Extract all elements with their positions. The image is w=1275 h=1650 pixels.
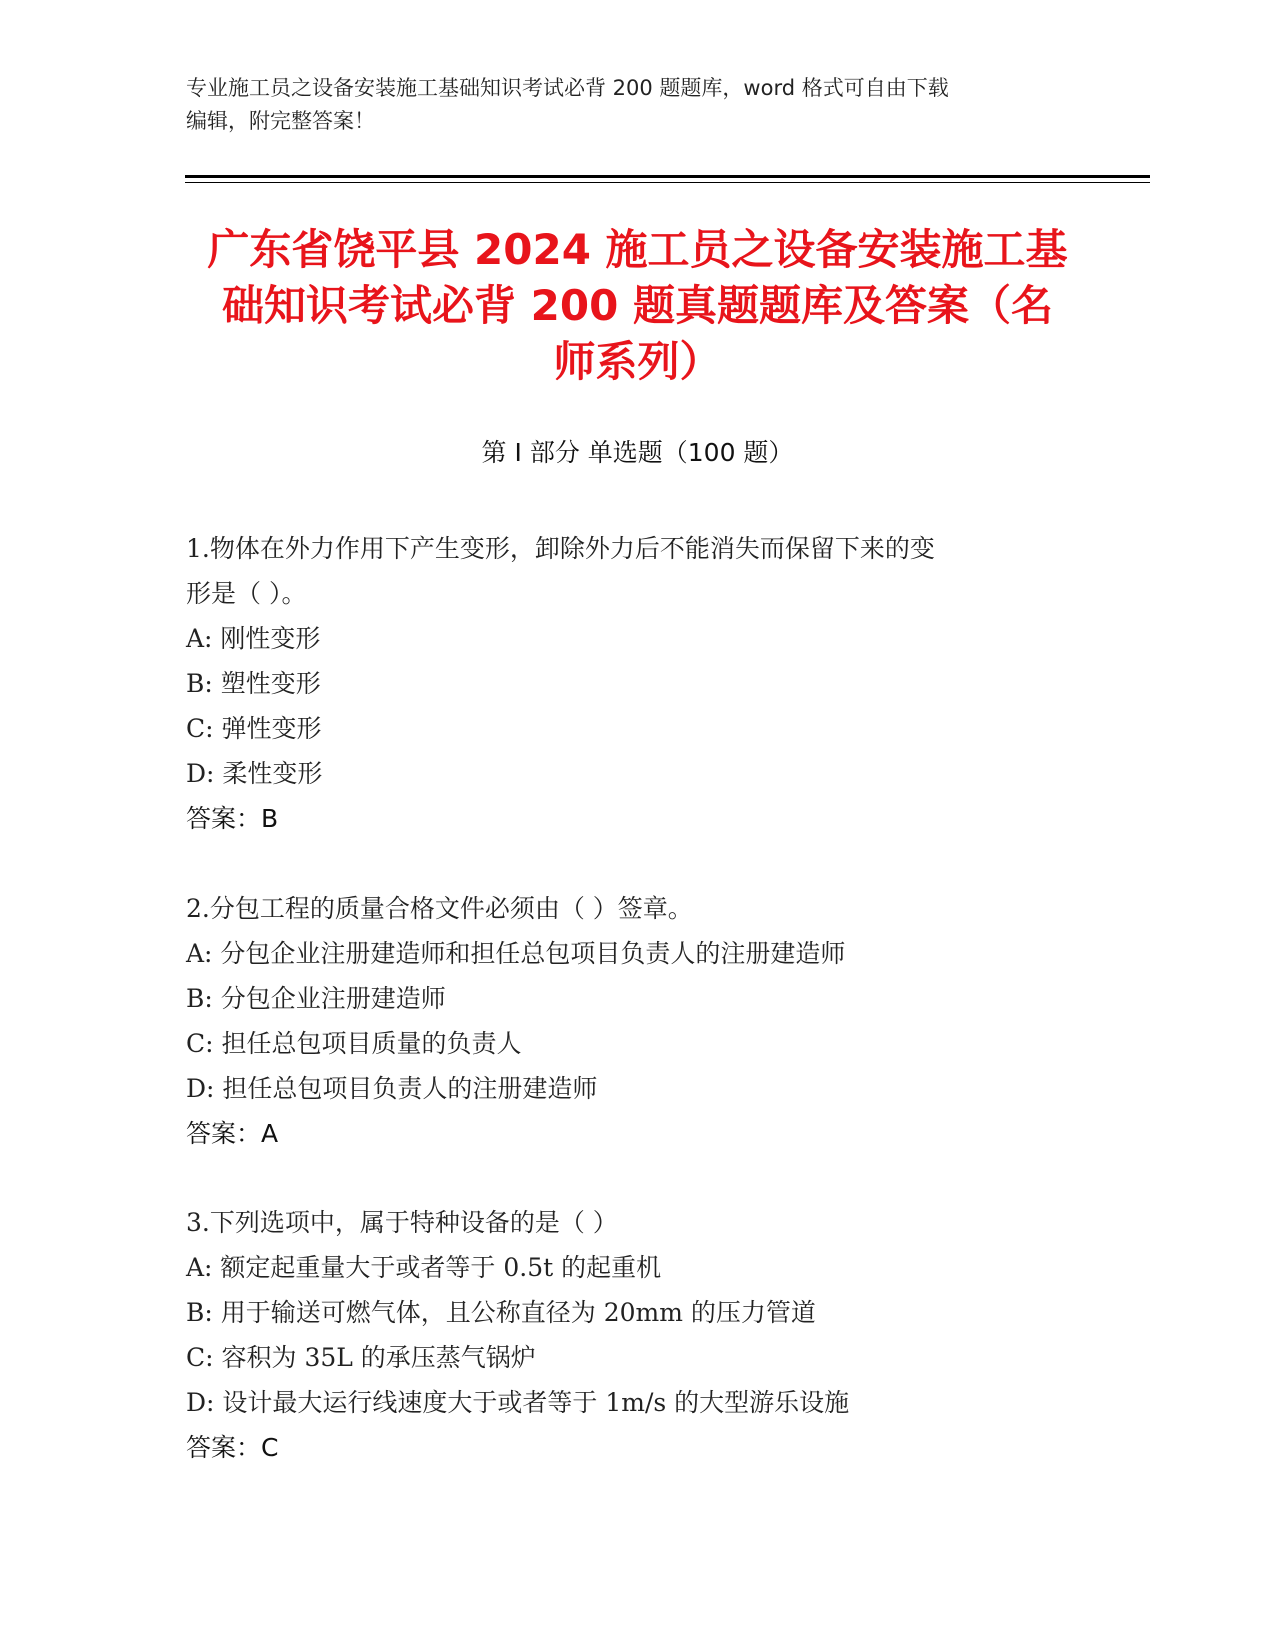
title-line-2: 础知识考试必背 200 题真题题库及答案（名: [222, 281, 1053, 330]
answer: 答案：A: [186, 1119, 279, 1148]
question-stem-line: 形是（ ）。: [186, 579, 307, 608]
option-c: C: 担任总包项目质量的负责人: [186, 1029, 522, 1058]
question-2: [186, 886, 1086, 1156]
option-b: B: 分包企业注册建造师: [186, 984, 446, 1013]
question-stem-line: 2.分包工程的质量合格文件必须由（ ）签章。: [186, 894, 693, 923]
document-title: [170, 222, 1105, 390]
title-line-1: 广东省饶平县 2024 施工员之设备安装施工基: [207, 225, 1068, 274]
option-a: A: 分包企业注册建造师和担任总包项目负责人的注册建造师: [186, 939, 846, 968]
option-d: D: 担任总包项目负责人的注册建造师: [186, 1074, 598, 1103]
header-divider-thick: [185, 175, 1150, 178]
option-d: D: 柔性变形: [186, 759, 323, 788]
intro-text: [186, 72, 1086, 138]
option-c: C: 容积为 35L 的承压蒸气锅炉: [186, 1343, 536, 1372]
title-line-3: 师系列）: [553, 337, 722, 386]
option-b: B: 用于输送可燃气体，且公称直径为 20mm 的压力管道: [186, 1298, 816, 1327]
question-3: [186, 1200, 1086, 1470]
option-a: A: 额定起重量大于或者等于 0.5t 的起重机: [186, 1253, 662, 1282]
answer: 答案：B: [186, 804, 279, 833]
intro-line-1: 专业施工员之设备安装施工基础知识考试必背 200 题题库，word 格式可自由下载: [186, 76, 949, 100]
option-a: A: 刚性变形: [186, 624, 321, 653]
option-d: D: 设计最大运行线速度大于或者等于 1m/s 的大型游乐设施: [186, 1388, 850, 1417]
option-c: C: 弹性变形: [186, 714, 322, 743]
answer: 答案：C: [186, 1433, 279, 1462]
intro-line-2: 编辑，附完整答案！: [186, 109, 375, 133]
option-b: B: 塑性变形: [186, 669, 321, 698]
header-divider-thin: [185, 182, 1150, 183]
question-stem-line: 3.下列选项中，属于特种设备的是（ ）: [186, 1208, 618, 1237]
question-1: [186, 526, 1086, 841]
section-title: 第 I 部分 单选题（100 题）: [481, 438, 794, 467]
question-stem-line: 1.物体在外力作用下产生变形，卸除外力后不能消失而保留下来的变: [186, 534, 935, 563]
